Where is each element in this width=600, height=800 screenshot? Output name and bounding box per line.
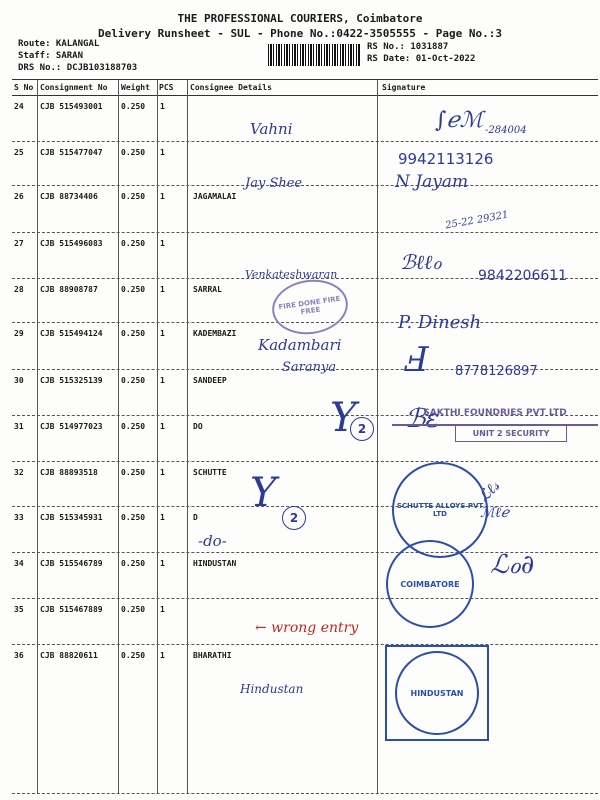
pcs-value: 1 xyxy=(160,285,165,294)
row-sno: 33 xyxy=(14,513,24,522)
consignee-name: BHARATHI xyxy=(193,651,232,660)
consignee-name: DO xyxy=(193,422,203,431)
row-sno: 28 xyxy=(14,285,24,294)
drs-number: DRS No.: DCJB103188703 xyxy=(18,63,138,73)
handwritten-signature: N Jayam xyxy=(395,172,469,192)
handwritten-name: Saranya xyxy=(282,360,337,375)
round-stamp: COIMBATORE xyxy=(386,540,474,628)
consignment-number: CJB 515345931 xyxy=(40,513,103,522)
col-header-consignment: Consignment No xyxy=(40,83,108,92)
consignee-name: SCHUTTE xyxy=(193,468,227,477)
weight-value: 0.250 xyxy=(121,239,146,248)
pcs-value: 1 xyxy=(160,192,165,201)
pcs-value: 1 xyxy=(160,102,165,111)
consignment-number: CJB 514977023 xyxy=(40,422,103,431)
page-title: THE PROFESSIONAL COURIERS, Coimbatore xyxy=(177,12,423,25)
row-divider xyxy=(12,793,598,794)
weight-value: 0.250 xyxy=(121,285,146,294)
col-header-weight: Weight xyxy=(121,83,150,92)
pcs-value: 1 xyxy=(160,513,165,522)
route-label: Route: KALANGAL xyxy=(18,39,100,49)
row-sno: 32 xyxy=(14,468,24,477)
col-header-consignee: Consignee Details xyxy=(190,83,272,92)
handwritten-name: Kadambari xyxy=(258,336,342,354)
handwritten-mark: Y xyxy=(250,470,277,516)
pcs-value: 1 xyxy=(160,422,165,431)
consignee-name: SANDEEP xyxy=(193,376,227,385)
consignment-number: CJB 515493001 xyxy=(40,102,103,111)
signature-scribble: ℒℴ∂ xyxy=(490,550,535,580)
company-round-stamp: SCHUTTE ALLOYS PVT LTD xyxy=(392,462,488,558)
pcs-value: 1 xyxy=(160,559,165,568)
weight-value: 0.250 xyxy=(121,192,146,201)
consignee-name: KADEMBAZI xyxy=(193,329,237,338)
handwritten-signature: P. Dinesh xyxy=(398,312,482,333)
pcs-value: 1 xyxy=(160,651,165,660)
weight-value: 0.250 xyxy=(121,422,146,431)
staff-label: Staff: SARAN xyxy=(18,51,84,61)
consignment-number: CJB 88893518 xyxy=(40,468,98,477)
pcs-value: 1 xyxy=(160,239,165,248)
consignment-number: CJB 515477047 xyxy=(40,148,103,157)
consignment-number: CJB 88734406 xyxy=(40,192,98,201)
weight-value: 0.250 xyxy=(121,468,146,477)
row-sno: 26 xyxy=(14,192,24,201)
row-divider xyxy=(12,461,598,462)
pcs-value: 1 xyxy=(160,148,165,157)
consignment-number: CJB 515467889 xyxy=(40,605,103,614)
weight-value: 0.250 xyxy=(121,605,146,614)
table-header-rule xyxy=(12,95,598,96)
consignment-number: CJB 515494124 xyxy=(40,329,103,338)
pcs-value: 1 xyxy=(160,376,165,385)
consignee-name: SARRAL xyxy=(193,285,222,294)
handwritten-name: Vahni xyxy=(250,120,293,138)
handwritten-mark: Y xyxy=(330,395,357,441)
handwritten-ditto: -do- xyxy=(198,532,227,550)
hindustan-stamp xyxy=(385,645,489,741)
row-divider xyxy=(12,185,598,186)
handwritten-signature: ℒℓ𝓈 xyxy=(474,476,504,506)
consignment-number: CJB 88908787 xyxy=(40,285,98,294)
row-sno: 36 xyxy=(14,651,24,660)
table-row xyxy=(0,190,600,242)
row-sno: 24 xyxy=(14,102,24,111)
consignee-name: HINDUSTAN xyxy=(193,559,237,568)
weight-value: 0.250 xyxy=(121,148,146,157)
signature-scribble: Ⅎ xyxy=(405,340,429,380)
weight-value: 0.250 xyxy=(121,559,146,568)
handwritten-note: 25-22 29321 xyxy=(444,209,510,232)
consignment-number: CJB 88820611 xyxy=(40,651,98,660)
consignment-number: CJB 515325139 xyxy=(40,376,103,385)
row-divider xyxy=(12,644,598,645)
row-sno: 27 xyxy=(14,239,24,248)
barcode xyxy=(268,44,360,66)
col-header-sno: S No xyxy=(14,83,34,92)
consignment-number: CJB 515496083 xyxy=(40,239,103,248)
row-sno: 35 xyxy=(14,605,24,614)
consignment-number: CJB 515546789 xyxy=(40,559,103,568)
handwritten-name: Hindustan xyxy=(240,682,304,696)
row-sno: 30 xyxy=(14,376,24,385)
weight-value: 0.250 xyxy=(121,376,146,385)
handwritten-phone: 9942113126 xyxy=(398,150,494,168)
page-subtitle: Delivery Runsheet - SUL - Phone No.:0422-3505555 - Page No.:3 xyxy=(98,27,502,40)
signature-scribble: ℬℓℓℴ xyxy=(400,250,442,274)
weight-value: 0.250 xyxy=(121,513,146,522)
row-divider xyxy=(12,232,598,233)
consignee-name: D xyxy=(193,513,198,522)
weight-value: 0.250 xyxy=(121,329,146,338)
row-divider xyxy=(12,506,598,507)
row-sno: 29 xyxy=(14,329,24,338)
handwritten-phone: 8778126897 xyxy=(455,364,538,379)
col-header-pcs: PCS xyxy=(159,83,174,92)
handwritten-note: ← wrong entry xyxy=(255,620,359,636)
consignee-name: JAGAMALAI xyxy=(193,192,237,201)
handwritten-name: Jay Shee xyxy=(245,176,303,191)
col-header-signature: Signature xyxy=(382,83,426,92)
row-sno: 34 xyxy=(14,559,24,568)
rs-date: RS Date: 01-Oct-2022 xyxy=(367,54,476,64)
fire-safety-stamp: FIRE DONE FIRE FREE xyxy=(269,275,352,339)
weight-value: 0.250 xyxy=(121,102,146,111)
row-sno: 31 xyxy=(14,422,24,431)
circled-number: 2 xyxy=(350,417,374,441)
row-sno: 25 xyxy=(14,148,24,157)
row-divider xyxy=(12,598,598,599)
pcs-value: 1 xyxy=(160,605,165,614)
table-top-rule xyxy=(12,79,598,80)
handwritten-name: Venkateshwaran xyxy=(245,268,338,281)
signature-scribble: ∫ℯℳ xyxy=(435,108,484,133)
security-stamp: UNIT 2 SECURITY xyxy=(455,424,567,442)
signature-scribble: ℬε xyxy=(405,404,440,434)
handwritten-signature: ℳℓℯ xyxy=(480,505,510,521)
company-stamp: SAKTHI FOUNDRIES PVT LTD xyxy=(392,402,598,426)
handwritten-phone: 9842206611 xyxy=(478,268,568,284)
weight-value: 0.250 xyxy=(121,651,146,660)
handwritten-pin: -284004 xyxy=(485,125,527,136)
rs-number: RS No.: 1031887 xyxy=(367,42,449,52)
pcs-value: 1 xyxy=(160,468,165,477)
hindustan-round-stamp: HINDUSTAN xyxy=(395,651,479,735)
pcs-value: 1 xyxy=(160,329,165,338)
row-divider xyxy=(12,141,598,142)
circled-number: 2 xyxy=(282,506,306,530)
